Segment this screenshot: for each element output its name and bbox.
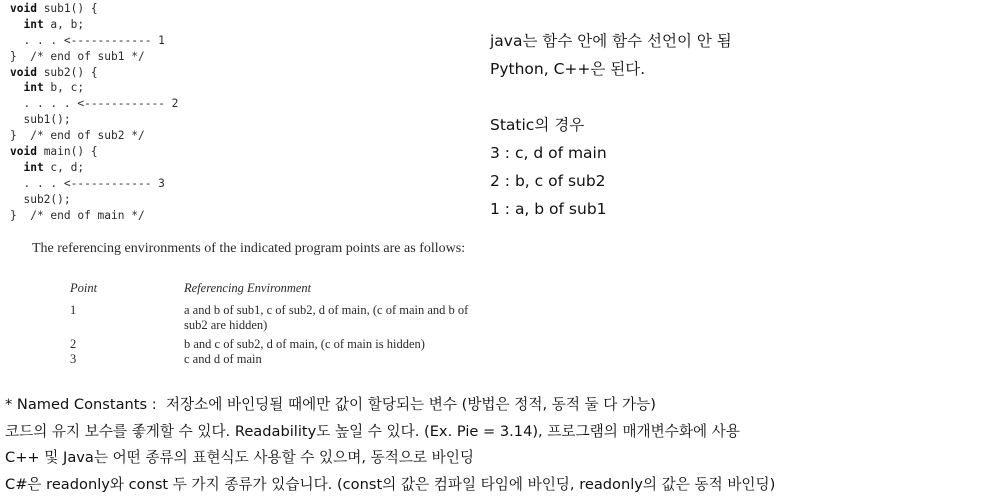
code-text: c, d; <box>43 160 85 174</box>
note-line: 코드의 유지 보수를 좋게할 수 있다. Readability도 높일 수 있다. (Ex. Pie = 3.14), 프로그램의 매개변수화에 사용 <box>5 422 740 440</box>
table-row <box>70 352 490 368</box>
korean-notes <box>490 27 970 223</box>
row-point: 1 <box>70 302 77 317</box>
code-line <box>10 33 310 49</box>
code-text: sub2(); <box>10 192 71 206</box>
note-line: C++ 및 Java는 어떤 종류의 표현식도 사용할 수 있으며, 동적으로 바인딩 <box>5 449 474 466</box>
note-line: Static의 경우 <box>490 116 585 134</box>
header-environment: Referencing Environment <box>184 281 312 295</box>
row-point: 2 <box>70 336 77 351</box>
code-listing <box>10 1 310 223</box>
note-line: 1 : a, b of sub1 <box>490 200 607 218</box>
table-row <box>70 303 490 334</box>
code-line <box>10 176 310 192</box>
note-line-blank <box>490 83 970 111</box>
referencing-environment-table <box>70 281 490 368</box>
code-keyword: int <box>10 160 44 174</box>
row-environment: b and c of sub2, d of main, (c of main is hidden) <box>184 336 425 351</box>
book-paragraph: The referencing environments of the indicated program points are as follows: <box>32 241 466 256</box>
code-line <box>10 80 310 96</box>
table-header <box>70 281 490 297</box>
code-text: sub1(); <box>10 113 71 127</box>
row-environment: a and b of sub1, c of sub2, d of main, (c of main and b of sub2 are hidden) <box>184 302 469 332</box>
code-text: } /* end of main */ <box>10 208 145 222</box>
note-line: C#은 readonly와 const 두 가지 종류가 있습니다. (const의 값은 컴파일 타임에 바인딩, readonly의 값은 동적 바인딩) <box>5 475 776 493</box>
code-keyword: void <box>10 2 37 15</box>
code-line <box>10 144 310 160</box>
code-line <box>10 208 310 224</box>
row-environment: c and d of main <box>184 352 262 366</box>
code-line <box>10 49 310 65</box>
code-keyword: void <box>10 145 37 159</box>
code-text: a, b; <box>43 17 85 31</box>
code-line <box>10 128 310 144</box>
code-line <box>10 65 310 81</box>
row-point: 3 <box>70 352 77 366</box>
code-text: } /* end of sub2 */ <box>10 129 145 143</box>
code-keyword: int <box>10 17 44 31</box>
code-line <box>10 192 310 208</box>
note-line: Python, C++은 된다. <box>490 60 646 78</box>
code-text: main() { <box>36 145 98 159</box>
note-line: * Named Constants : 저장소에 바인딩될 때에만 값이 할당되는 변수 (방법은 정적, 동적 둘 다 가능) <box>5 396 656 413</box>
code-keyword: void <box>10 65 37 79</box>
code-line <box>10 112 310 128</box>
note-line: java는 함수 안에 함수 선언이 안 됨 <box>490 32 732 50</box>
code-line <box>10 160 310 176</box>
code-text: . . . . <------------ 2 <box>10 97 179 111</box>
code-text: b, c; <box>43 81 85 95</box>
note-line: 2 : b, c of sub2 <box>490 172 606 190</box>
header-point: Point <box>70 281 98 295</box>
code-line <box>10 1 310 17</box>
code-keyword: int <box>10 81 44 95</box>
code-text: sub1() { <box>36 2 98 15</box>
code-text: } /* end of sub1 */ <box>10 49 145 63</box>
table-row <box>70 337 490 353</box>
code-text: . . . <------------ 1 <box>10 33 165 47</box>
note-line: 3 : c, d of main <box>490 144 607 162</box>
named-constants-notes <box>5 392 980 498</box>
code-text: sub2() { <box>36 65 98 79</box>
code-line <box>10 17 310 33</box>
code-text: . . . <------------ 3 <box>10 176 165 190</box>
code-line <box>10 96 310 112</box>
